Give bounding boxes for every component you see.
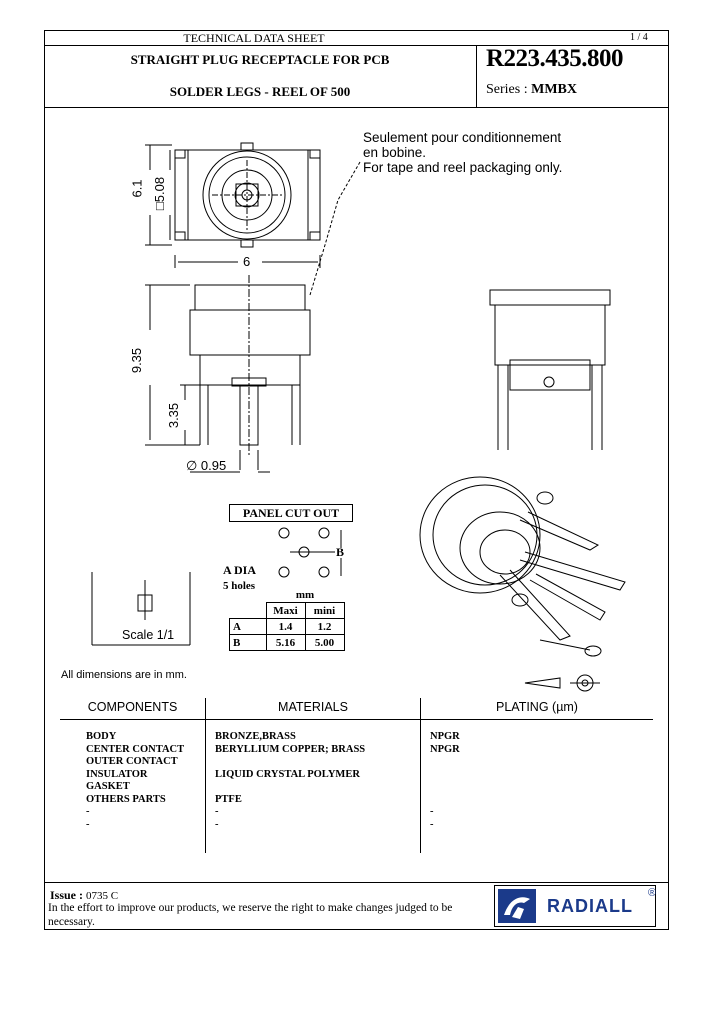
plating-value — [430, 769, 630, 782]
part-number: R223.435.800 — [486, 45, 624, 72]
scale-label: Scale 1/1 — [122, 628, 175, 642]
row-min: 1.2 — [305, 619, 344, 635]
panel-cutout-table — [229, 587, 345, 651]
series-label-text: Series : — [486, 82, 528, 97]
component-name: GASKET — [86, 781, 130, 792]
components-header: COMPONENTS — [87, 700, 178, 714]
radiall-logo-emblem — [498, 889, 536, 923]
all-dimensions-note: All dimensions are in mm. — [61, 669, 187, 681]
series-value: MMBX — [531, 82, 577, 97]
disclaimer-line2: necessary. — [48, 916, 95, 928]
component-name: OUTER CONTACT — [86, 756, 178, 767]
table-row — [230, 635, 345, 651]
material-value: PTFE — [215, 793, 242, 805]
note-french-2: en bobine. — [363, 145, 427, 160]
component-name: BODY — [86, 731, 117, 742]
plating-column — [430, 731, 630, 831]
disclaimer-line1: In the effort to improve our products, we reserve the right to make changes judged to be — [48, 902, 453, 914]
plating-value — [430, 756, 630, 769]
product-title-line2: SOLDER LEGS - REEL OF 500 — [169, 84, 351, 99]
dim-6: 6 — [243, 254, 251, 269]
dim-6-1: 6.1 — [129, 179, 145, 198]
plating-value: NPGR — [430, 743, 460, 755]
table-row — [230, 619, 345, 635]
row-max: 5.16 — [266, 635, 305, 651]
radiall-emblem-icon — [498, 889, 536, 923]
material-value: BERYLLIUM COPPER; BRASS — [215, 743, 366, 755]
row-name: A — [230, 619, 267, 635]
row-name: B — [230, 635, 267, 651]
component-name: OTHERS PARTS — [86, 793, 166, 805]
components-col-divider-2 — [420, 698, 421, 853]
col-max-header: Maxi — [266, 603, 305, 619]
material-value: - — [215, 818, 219, 830]
material-value: LIQUID CRYSTAL POLYMER — [215, 768, 360, 780]
components-col-divider-1 — [205, 698, 206, 853]
plating-value — [430, 794, 630, 807]
isometric-view-drawing — [420, 477, 625, 691]
sheet-title: TECHNICAL DATA SHEET — [183, 31, 325, 45]
component-name: INSULATOR — [86, 768, 148, 780]
component-name: CENTER CONTACT — [86, 743, 185, 755]
col-min-header: mini — [305, 603, 344, 619]
material-value: - — [215, 806, 219, 817]
panel-label-b: B — [336, 545, 345, 559]
radiall-logo — [494, 885, 656, 927]
side-view-drawing — [145, 275, 310, 472]
material-value — [215, 781, 419, 794]
issue-line — [50, 888, 118, 903]
issue-value: 0735 C — [86, 890, 119, 902]
component-name: - — [86, 806, 90, 817]
issue-label: Issue : — [50, 888, 84, 902]
page-number: 1 / 4 — [630, 32, 648, 43]
registered-mark: ® — [648, 887, 657, 899]
top-view-drawing — [145, 143, 320, 268]
note-french-1: Seulement pour conditionnement — [363, 130, 562, 145]
component-name: - — [86, 818, 90, 830]
right-view-drawing — [490, 290, 610, 450]
unit-header: mm — [266, 587, 344, 603]
dim-5-08: □5.08 — [152, 176, 168, 211]
note-english: For tape and reel packaging only. — [363, 160, 563, 175]
product-title-line1: STRAIGHT PLUG RECEPTACLE FOR PCB — [130, 52, 390, 67]
row-max: 1.4 — [266, 619, 305, 635]
footer-divider — [44, 882, 669, 883]
materials-header: MATERIALS — [278, 700, 348, 714]
panel-cutout-drawing — [279, 528, 341, 577]
dim-0-95: ∅ 0.95 — [186, 458, 227, 473]
material-value: BRONZE,BRASS — [215, 731, 296, 742]
radiall-brand: RADIALL — [547, 896, 633, 916]
row-min: 5.00 — [305, 635, 344, 651]
plating-value: NPGR — [430, 731, 460, 742]
plating-value: - — [430, 818, 434, 830]
dim-3-35: 3.35 — [166, 402, 182, 429]
components-header-rule — [60, 719, 653, 720]
components-column — [86, 731, 204, 831]
plating-header: PLATING (µm) — [496, 700, 578, 714]
panel-label-a-dia: A DIA — [223, 563, 257, 577]
dim-9-35: 9.35 — [129, 347, 145, 374]
materials-column — [215, 731, 419, 831]
material-value — [215, 756, 419, 769]
plating-value — [430, 781, 630, 794]
plating-value: - — [430, 806, 434, 817]
panel-label-holes: 5 holes — [223, 580, 256, 592]
panel-cutout-title: PANEL CUT OUT — [229, 504, 353, 522]
